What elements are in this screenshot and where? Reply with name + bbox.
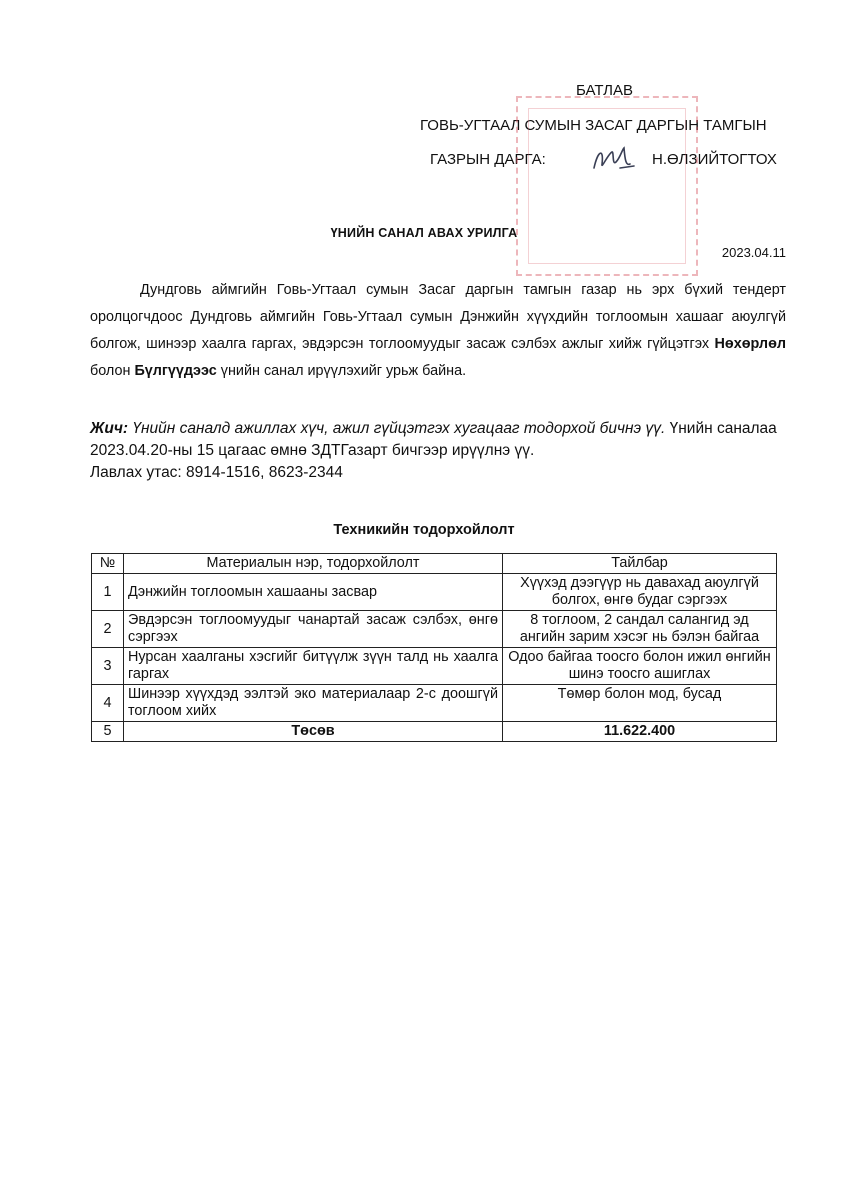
row-note: 8 тоглоом, 2 сандал салангид эд ангийн зарим хэсэг нь бэлэн байгаа [503,611,777,648]
header-name: Материалын нэр, тодорхойлолт [124,554,503,574]
approve-heading: БАТЛАВ [576,82,634,99]
note-italic: Үнийн саналд ажиллах хүч, ажил гүйцэтгэх хугацааг тодорхой бичнэ үү. [128,420,666,437]
table-total-row [92,722,777,742]
row-name: Нурсан хаалганы хэсгийг битүүлж зүүн талд нь хаалга гаргах [124,648,503,685]
invitation-paragraph: Дундговь аймгийн Говь-Угтаал сумын Засаг даргын тамгын газар нь эрх бүхий тендерт оролцогчдоос Дундговь аймгийн Говь-Угтаал сумын Дэнжийн хүүхдийн тоглоомын хашааг аюулгүй болгож, шинээр хаалга гаргах, эвдэрсэн тоглоомуудыг засаж сэлбэх ажлыг хийж гүйцэтгэх Нөхөрлөл болон Бүлгүүдээс үнийн санал ирүүлэхийг урьж байна. [90,282,786,379]
document-title: ҮНИЙН САНАЛ АВАХ УРИЛГА [330,226,518,240]
header-note: Тайлбар [503,554,777,574]
approve-position: ГАЗРЫН ДАРГА: [430,151,546,168]
row-no: 1 [92,574,124,611]
table-header-row [92,554,777,574]
row-name: Дэнжийн тоглоомын хашааны засвар [124,574,503,611]
total-value: 11.622.400 [503,722,777,742]
table-row [92,574,777,611]
total-label: Төсөв [124,722,503,742]
note-deadline: Үнийн саналаа 2023.04.20-ны 15 цагаас өмнө ЗДТГазарт бичгээр ирүүлнэ үү. [90,420,777,459]
official-stamp [516,96,698,276]
row-no: 4 [92,685,124,722]
row-name: Шинээр хүүхдэд ээлтэй эко материалаар 2-с доошгүй тоглоом хийх [124,685,503,722]
approve-signatory: Н.ӨЛЗИЙТОГТОХ [652,151,777,168]
row-name: Эвдэрсэн тоглоомуудыг чанартай засаж сэлбэх, өнгө сэргээх [124,611,503,648]
row-note: Одоо байгаа тоосго болон ижил өнгийн шинэ тоосго ашиглах [503,648,777,685]
note-label: Жич: [90,420,129,437]
row-note: Төмөр болон мод, бусад [503,685,777,722]
signature-icon [590,140,638,176]
total-no: 5 [92,722,124,742]
table-row [92,611,777,648]
note-contacts: Лавлах утас: 8914-1516, 8623-2344 [90,464,343,481]
approve-org-line: ГОВЬ-УГТААЛ СУМЫН ЗАСАГ ДАРГЫН ТАМГЫН [420,117,767,134]
document-date: 2023.04.11 [721,245,786,260]
table-row [92,685,777,722]
header-no: № [92,554,124,574]
spec-title: Техникийн тодорхойлолт [333,522,515,538]
row-note: Хүүхэд дээгүүр нь давахад аюулгүй болгох, өнгө будаг сэргээх [503,574,777,611]
note-block [90,418,796,484]
row-no: 2 [92,611,124,648]
spec-table [91,553,777,742]
row-no: 3 [92,648,124,685]
table-row [92,648,777,685]
